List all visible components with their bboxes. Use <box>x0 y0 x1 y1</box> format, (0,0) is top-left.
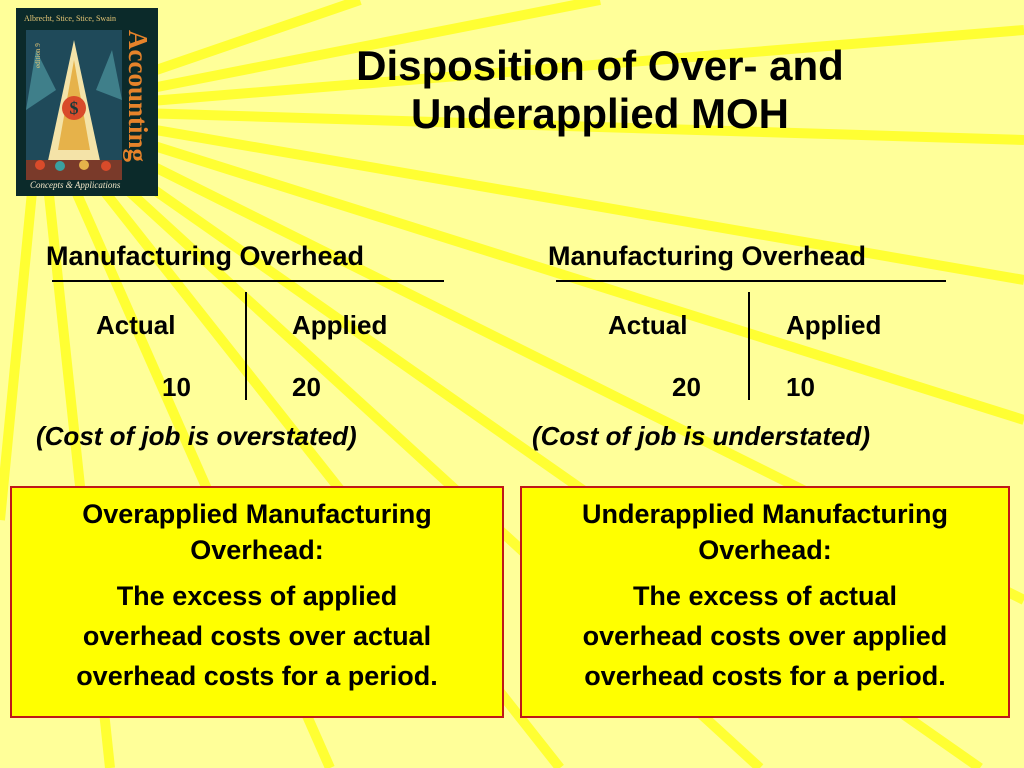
left-account-note: (Cost of job is overstated) <box>36 421 357 451</box>
overapplied-box-body-line-3: overhead costs for a period. <box>76 661 438 691</box>
right-account-heading: Manufacturing Overhead <box>548 241 867 271</box>
left-account-top-rule <box>52 280 444 282</box>
underapplied-box-body-line-2: overhead costs over applied <box>582 621 948 651</box>
overapplied-definition-box <box>10 486 504 718</box>
right-account-top-rule <box>556 280 946 282</box>
right-account-debit-value: 20 <box>672 372 701 402</box>
underapplied-box-heading <box>522 496 1008 568</box>
svg-text:$: $ <box>69 98 79 118</box>
underapplied-box-body-line-3: overhead costs for a period. <box>584 661 946 691</box>
book-authors: Albrecht, Stice, Stice, Swain <box>24 14 116 23</box>
left-account-heading: Manufacturing Overhead <box>46 241 365 271</box>
overapplied-box-heading-line-2: Overhead: <box>190 535 324 565</box>
underapplied-box-body <box>522 576 1008 696</box>
left-account-credit-label: Applied <box>292 310 388 340</box>
right-account-credit-label: Applied <box>786 310 882 340</box>
right-account-debit-label: Actual <box>608 310 688 340</box>
left-account-debit-label: Actual <box>96 310 176 340</box>
overapplied-box-heading-line-1: Overapplied Manufacturing <box>82 499 432 529</box>
underapplied-box-heading-line-1: Underapplied Manufacturing <box>581 499 949 529</box>
overapplied-box-heading <box>12 496 502 568</box>
slide-title <box>230 42 970 138</box>
underapplied-definition-box <box>520 486 1010 718</box>
textbook-cover-image <box>16 8 158 196</box>
overapplied-box-body <box>12 576 502 696</box>
left-account-debit-value: 10 <box>162 372 191 402</box>
underapplied-box-heading-line-2: Overhead: <box>698 535 832 565</box>
book-subtitle: Concepts & Applications <box>30 180 121 190</box>
left-account-divider <box>245 292 247 400</box>
slide-title-line-1: Disposition of Over- and <box>356 42 844 89</box>
underapplied-box-body-line-1: The excess of actual <box>632 581 898 611</box>
overapplied-box-body-line-1: The excess of applied <box>116 581 398 611</box>
book-title: Accounting <box>123 30 153 163</box>
right-account-credit-value: 10 <box>786 372 815 402</box>
right-account-divider <box>748 292 750 400</box>
right-account-note: (Cost of job is understated) <box>532 421 870 451</box>
overapplied-box-body-line-2: overhead costs over actual <box>82 621 432 651</box>
left-account-credit-value: 20 <box>292 372 321 402</box>
book-edition: edition 9 <box>34 43 42 68</box>
slide-title-line-2: Underapplied MOH <box>410 90 790 137</box>
